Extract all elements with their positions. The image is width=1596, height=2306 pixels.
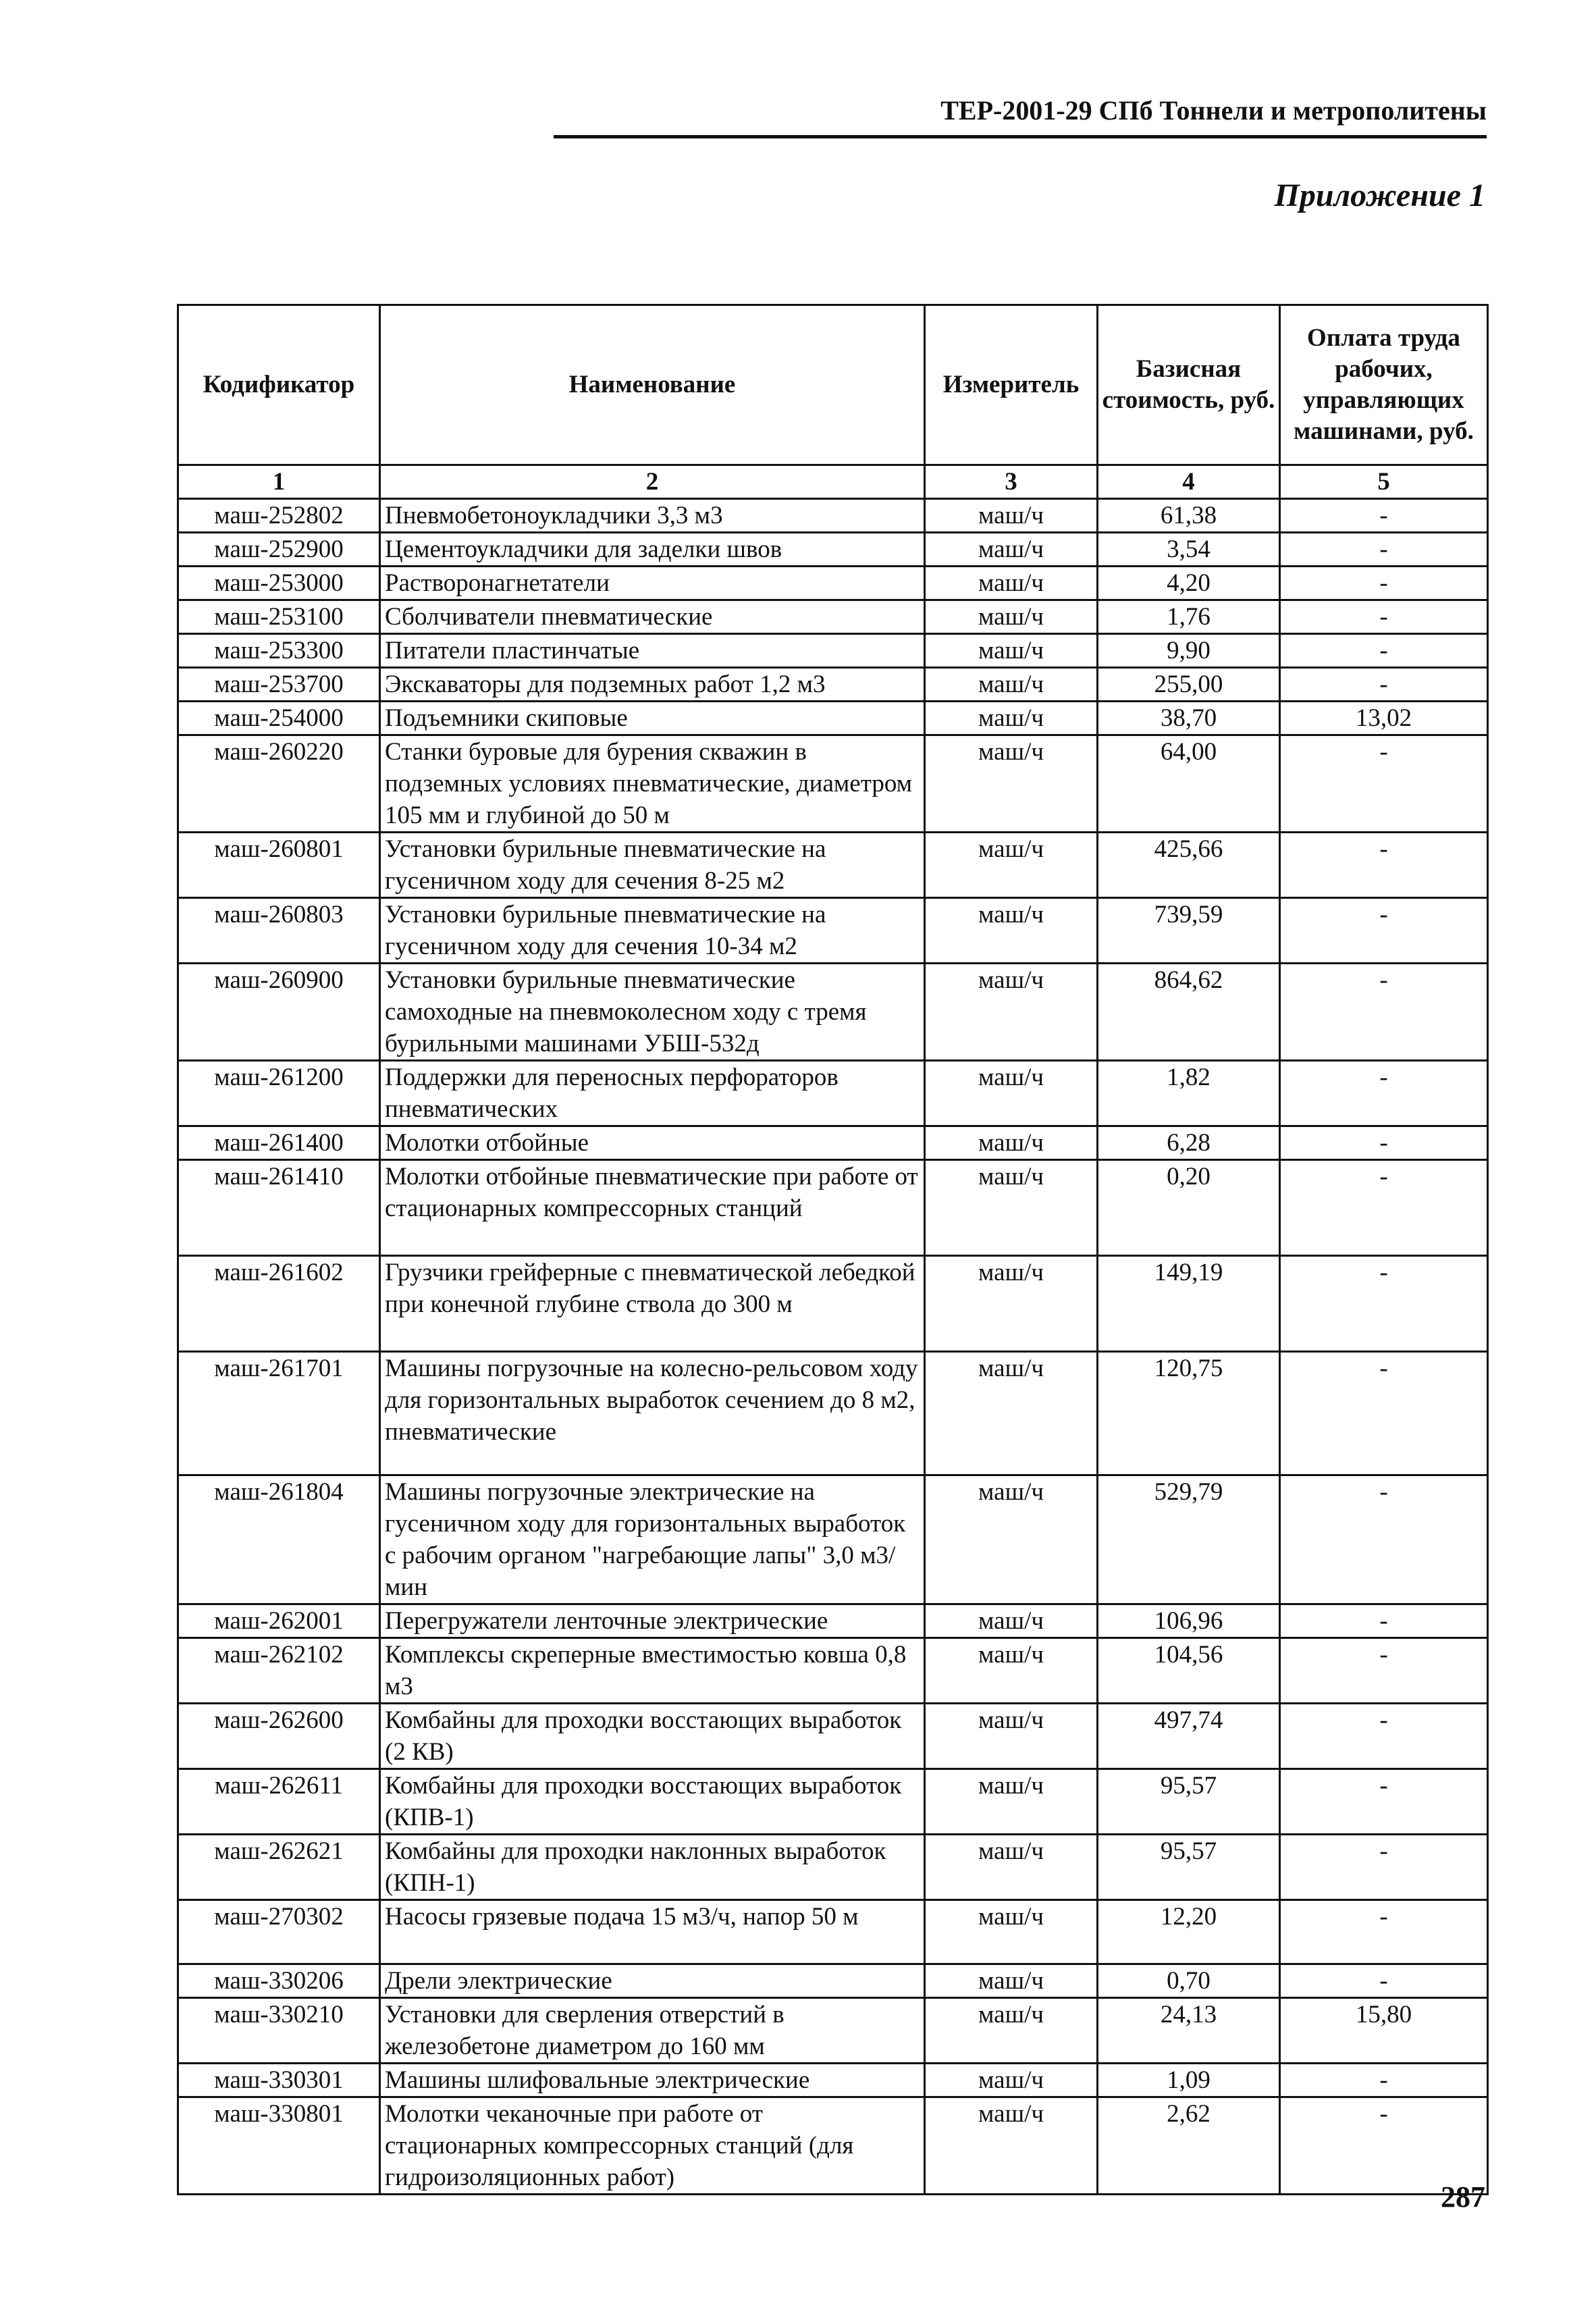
table-row: [178, 1704, 1488, 1769]
cell-unit: маш/ч: [925, 1900, 1098, 1964]
table-row: [178, 634, 1488, 668]
cell-cost: 1,76: [1098, 600, 1280, 634]
cell-name: Установки бурильные пневматические самоходные на пневмоколесном ходу с тремя бурильными машинами УБШ-532д: [380, 964, 925, 1061]
cell-unit: маш/ч: [925, 1998, 1098, 2064]
cell-unit: маш/ч: [925, 600, 1098, 634]
cell-cost: 24,13: [1098, 1998, 1280, 2064]
cell-unit: маш/ч: [925, 1126, 1098, 1160]
column-number: 1: [178, 465, 380, 499]
cell-name: Комбайны для проходки восстающих выработок (КПВ-1): [380, 1769, 925, 1835]
cell-cost: 6,28: [1098, 1126, 1280, 1160]
cell-code: маш-262600: [178, 1704, 380, 1769]
cell-code: маш-330210: [178, 1998, 380, 2064]
cell-pay: -: [1280, 1835, 1488, 1900]
cell-code: маш-261200: [178, 1061, 380, 1126]
cell-cost: 64,00: [1098, 735, 1280, 833]
cell-name: Подъемники скиповые: [380, 702, 925, 735]
cell-code: маш-270302: [178, 1900, 380, 1964]
column-number: 2: [380, 465, 925, 499]
cell-name: Молотки отбойные: [380, 1126, 925, 1160]
cell-name: Машины погрузочные на колесно-рельсовом ходу для горизонтальных выработок сечением до 8 м2, пневматические: [380, 1352, 925, 1475]
cell-name: Цементоукладчики для заделки швов: [380, 533, 925, 567]
cell-code: маш-253100: [178, 600, 380, 634]
cell-name: Молотки отбойные пневматические при работе от стационарных компрессорных станций: [380, 1160, 925, 1256]
cell-pay: 15,80: [1280, 1998, 1488, 2064]
cell-unit: маш/ч: [925, 964, 1098, 1061]
table-row: [178, 702, 1488, 735]
table-row: [178, 2064, 1488, 2097]
cell-code: маш-262102: [178, 1638, 380, 1704]
table-row: [178, 1160, 1488, 1256]
cell-unit: маш/ч: [925, 702, 1098, 735]
cell-pay: -: [1280, 735, 1488, 833]
cell-cost: 864,62: [1098, 964, 1280, 1061]
cell-code: маш-262611: [178, 1769, 380, 1835]
cell-name: Сболчиватели пневматические: [380, 600, 925, 634]
header-rule: [554, 135, 1487, 138]
cell-code: маш-261804: [178, 1475, 380, 1604]
cell-name: Экскаваторы для подземных работ 1,2 м3: [380, 668, 925, 702]
table-row: [178, 1638, 1488, 1704]
cell-cost: 0,20: [1098, 1160, 1280, 1256]
cell-code: маш-330301: [178, 2064, 380, 2097]
cell-name: Машины погрузочные электрические на гусеничном ходу для горизонтальных выработок с рабочим органом "нагребающие лапы" 3,0 м3/мин: [380, 1475, 925, 1604]
column-header-pay: Оплата труда рабочих, управляющих машинами, руб.: [1280, 305, 1488, 465]
table-row: [178, 1352, 1488, 1475]
table-row: [178, 1769, 1488, 1835]
cell-cost: 1,82: [1098, 1061, 1280, 1126]
column-header-code: Кодификатор: [178, 305, 380, 465]
running-title: ТЕР-2001-29 СПб Тоннели и метрополитены: [940, 95, 1487, 126]
cell-code: маш-261701: [178, 1352, 380, 1475]
cell-code: маш-260803: [178, 898, 380, 964]
table-header-row: [178, 305, 1488, 465]
cell-unit: маш/ч: [925, 1256, 1098, 1352]
cell-unit: маш/ч: [925, 735, 1098, 833]
column-header-unit: Измеритель: [925, 305, 1098, 465]
table-row: [178, 1835, 1488, 1900]
cell-name: Комбайны для проходки наклонных выработок (КПН-1): [380, 1835, 925, 1900]
cell-name: Комбайны для проходки восстающих выработок (2 КВ): [380, 1704, 925, 1769]
table-row: [178, 567, 1488, 600]
cell-cost: 255,00: [1098, 668, 1280, 702]
cell-unit: маш/ч: [925, 1160, 1098, 1256]
page-number: 287: [1441, 2180, 1485, 2213]
cell-pay: -: [1280, 898, 1488, 964]
cell-name: Насосы грязевые подача 15 м3/ч, напор 50 м: [380, 1900, 925, 1964]
table-row: [178, 1900, 1488, 1964]
cell-code: маш-253300: [178, 634, 380, 668]
cell-cost: 9,90: [1098, 634, 1280, 668]
cell-pay: -: [1280, 1964, 1488, 1998]
cell-name: Молотки чеканочные при работе от стационарных компрессорных станций (для гидроизоляционных работ): [380, 2097, 925, 2195]
cell-code: маш-261602: [178, 1256, 380, 1352]
cell-pay: -: [1280, 1126, 1488, 1160]
cell-cost: 106,96: [1098, 1604, 1280, 1638]
cell-cost: 425,66: [1098, 833, 1280, 898]
table-row: [178, 1126, 1488, 1160]
cell-unit: маш/ч: [925, 1704, 1098, 1769]
machines-price-table: [177, 304, 1489, 2195]
cell-pay: -: [1280, 499, 1488, 533]
cell-code: маш-260220: [178, 735, 380, 833]
column-number: 5: [1280, 465, 1488, 499]
appendix-label: Приложение 1: [1274, 178, 1485, 213]
cell-pay: -: [1280, 567, 1488, 600]
cell-cost: 529,79: [1098, 1475, 1280, 1604]
cell-code: маш-260900: [178, 964, 380, 1061]
cell-cost: 38,70: [1098, 702, 1280, 735]
cell-code: маш-254000: [178, 702, 380, 735]
cell-cost: 95,57: [1098, 1769, 1280, 1835]
cell-pay: -: [1280, 668, 1488, 702]
table-row: [178, 1256, 1488, 1352]
cell-name: Станки буровые для бурения скважин в подземных условиях пневматические, диаметром 105 мм и глубиной до 50 м: [380, 735, 925, 833]
cell-pay: -: [1280, 1475, 1488, 1604]
cell-pay: -: [1280, 1638, 1488, 1704]
cell-pay: -: [1280, 964, 1488, 1061]
cell-pay: -: [1280, 833, 1488, 898]
cell-code: маш-252802: [178, 499, 380, 533]
cell-pay: -: [1280, 1352, 1488, 1475]
cell-code: маш-330801: [178, 2097, 380, 2195]
table-row: [178, 1475, 1488, 1604]
column-number: 4: [1098, 465, 1280, 499]
cell-pay: -: [1280, 533, 1488, 567]
cell-cost: 95,57: [1098, 1835, 1280, 1900]
table-row: [178, 533, 1488, 567]
cell-cost: 61,38: [1098, 499, 1280, 533]
cell-cost: 104,56: [1098, 1638, 1280, 1704]
column-header-name: Наименование: [380, 305, 925, 465]
cell-unit: маш/ч: [925, 1638, 1098, 1704]
column-number: 3: [925, 465, 1098, 499]
cell-name: Установки бурильные пневматические на гусеничном ходу для сечения 8-25 м2: [380, 833, 925, 898]
cell-unit: маш/ч: [925, 833, 1098, 898]
cell-pay: -: [1280, 1900, 1488, 1964]
cell-cost: 739,59: [1098, 898, 1280, 964]
cell-name: Грузчики грейферные с пневматической лебедкой при конечной глубине ствола до 300 м: [380, 1256, 925, 1352]
cell-pay: -: [1280, 634, 1488, 668]
cell-pay: -: [1280, 1704, 1488, 1769]
column-number-row: [178, 465, 1488, 499]
cell-pay: -: [1280, 1604, 1488, 1638]
cell-unit: маш/ч: [925, 567, 1098, 600]
cell-code: маш-261410: [178, 1160, 380, 1256]
cell-code: маш-262621: [178, 1835, 380, 1900]
cell-unit: маш/ч: [925, 2097, 1098, 2195]
cell-cost: 497,74: [1098, 1704, 1280, 1769]
cell-code: маш-262001: [178, 1604, 380, 1638]
table-row: [178, 964, 1488, 1061]
cell-pay: -: [1280, 2064, 1488, 2097]
cell-name: Пневмобетоноукладчики 3,3 м3: [380, 499, 925, 533]
cell-pay: -: [1280, 2097, 1488, 2195]
cell-name: Установки бурильные пневматические на гусеничном ходу для сечения 10-34 м2: [380, 898, 925, 964]
cell-name: Машины шлифовальные электрические: [380, 2064, 925, 2097]
cell-unit: маш/ч: [925, 898, 1098, 964]
cell-pay: -: [1280, 600, 1488, 634]
cell-name: Перегружатели ленточные электрические: [380, 1604, 925, 1638]
cell-unit: маш/ч: [925, 533, 1098, 567]
cell-cost: 0,70: [1098, 1964, 1280, 1998]
cell-pay: -: [1280, 1769, 1488, 1835]
cell-unit: маш/ч: [925, 1835, 1098, 1900]
cell-pay: -: [1280, 1061, 1488, 1126]
cell-code: маш-252900: [178, 533, 380, 567]
cell-code: маш-260801: [178, 833, 380, 898]
cell-unit: маш/ч: [925, 634, 1098, 668]
table-row: [178, 898, 1488, 964]
cell-unit: маш/ч: [925, 2064, 1098, 2097]
cell-cost: 1,09: [1098, 2064, 1280, 2097]
cell-code: маш-253000: [178, 567, 380, 600]
cell-code: маш-253700: [178, 668, 380, 702]
table-row: [178, 1964, 1488, 1998]
cell-unit: маш/ч: [925, 1061, 1098, 1126]
table-row: [178, 1604, 1488, 1638]
table-row: [178, 735, 1488, 833]
table-row: [178, 499, 1488, 533]
table-row: [178, 2097, 1488, 2195]
cell-name: Питатели пластинчатые: [380, 634, 925, 668]
cell-name: Дрели электрические: [380, 1964, 925, 1998]
table-row: [178, 1061, 1488, 1126]
cell-unit: маш/ч: [925, 499, 1098, 533]
cell-name: Комплексы скреперные вместимостью ковша 0,8 м3: [380, 1638, 925, 1704]
cell-pay: -: [1280, 1256, 1488, 1352]
table-row: [178, 1998, 1488, 2064]
cell-unit: маш/ч: [925, 1352, 1098, 1475]
cell-unit: маш/ч: [925, 668, 1098, 702]
cell-cost: 4,20: [1098, 567, 1280, 600]
cell-cost: 12,20: [1098, 1900, 1280, 1964]
table-row: [178, 833, 1488, 898]
cell-unit: маш/ч: [925, 1475, 1098, 1604]
cell-pay: 13,02: [1280, 702, 1488, 735]
cell-unit: маш/ч: [925, 1604, 1098, 1638]
cell-pay: -: [1280, 1160, 1488, 1256]
column-header-cost: Базисная стоимость, руб.: [1098, 305, 1280, 465]
cell-cost: 3,54: [1098, 533, 1280, 567]
table-row: [178, 668, 1488, 702]
cell-name: Установки для сверления отверстий в железобетоне диаметром до 160 мм: [380, 1998, 925, 2064]
cell-cost: 149,19: [1098, 1256, 1280, 1352]
cell-name: Поддержки для переносных перфораторов пневматических: [380, 1061, 925, 1126]
cell-code: маш-261400: [178, 1126, 380, 1160]
cell-unit: маш/ч: [925, 1964, 1098, 1998]
cell-name: Растворонагнетатели: [380, 567, 925, 600]
cell-unit: маш/ч: [925, 1769, 1098, 1835]
cell-cost: 120,75: [1098, 1352, 1280, 1475]
cell-cost: 2,62: [1098, 2097, 1280, 2195]
table-row: [178, 600, 1488, 634]
cell-code: маш-330206: [178, 1964, 380, 1998]
